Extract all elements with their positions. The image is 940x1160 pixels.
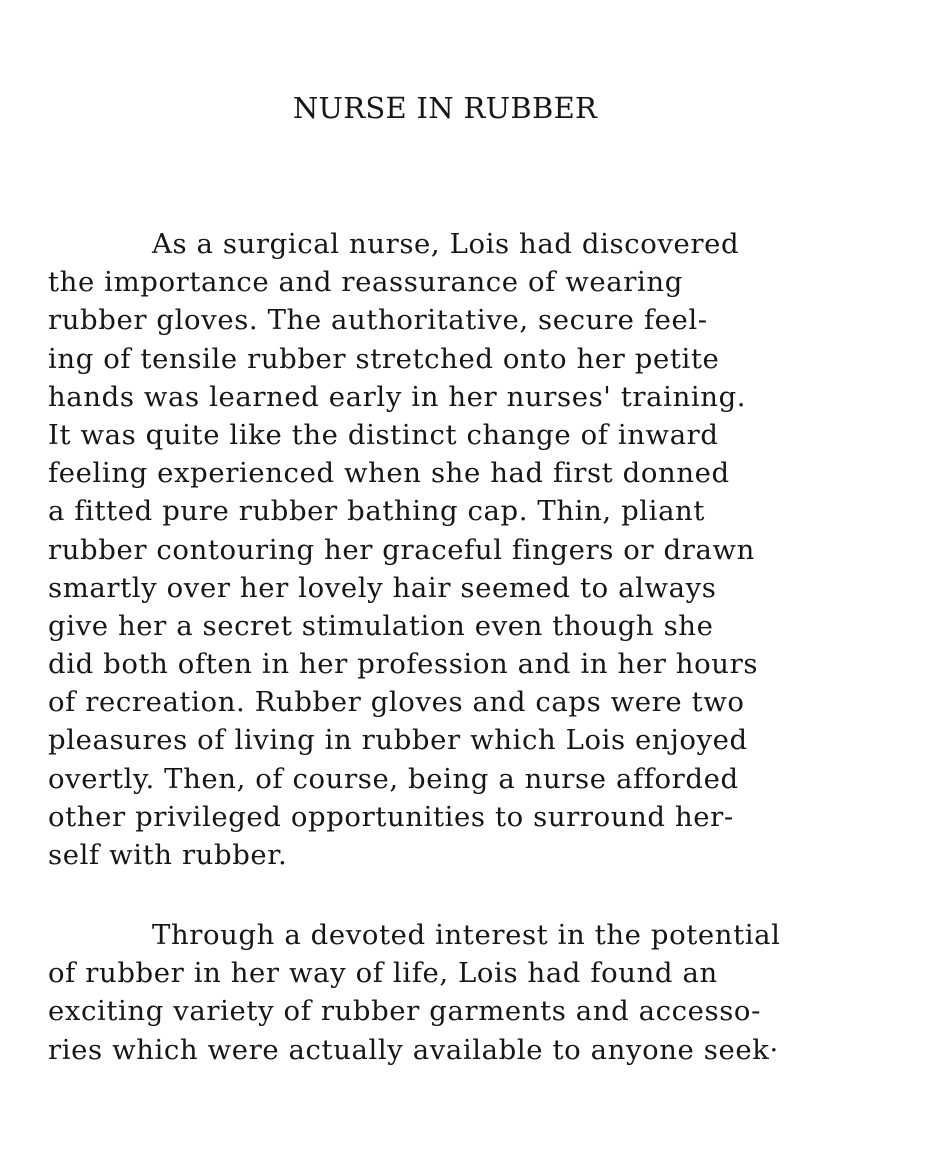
- text-line: rubber contouring her graceful fingers or drawn: [48, 533, 755, 566]
- text-line: overtly. Then, of course, being a nurse afforded: [48, 762, 739, 795]
- text-line: ries which were actually available to anyone seek·: [48, 1033, 779, 1066]
- text-line: As a surgical nurse, Lois had discovered: [152, 228, 740, 260]
- text-line: self with rubber.: [48, 839, 288, 871]
- text-line: feeling experienced when she had first donned: [48, 457, 730, 490]
- text-line: hands was learned early in her nurses' training.: [48, 380, 747, 413]
- text-line: pleasures of living in rubber which Lois enjoyed: [48, 724, 748, 757]
- text-line: rubber gloves. The authoritative, secure feel-: [48, 304, 708, 337]
- text-line: a fitted pure rubber bathing cap. Thin, pliant: [48, 495, 706, 528]
- text-line: ing of tensile rubber stretched onto her petite: [48, 342, 720, 375]
- text-line: It was quite like the distinct change of inward: [48, 418, 719, 451]
- text-line: the importance and reassurance of wearing: [48, 266, 683, 299]
- text-line: smartly over her lovely hair seemed to always: [48, 571, 717, 604]
- text-line: give her a secret stimulation even though she: [48, 609, 714, 642]
- paragraph-2: [48, 916, 908, 1069]
- text-line: other privileged opportunities to surround her-: [48, 800, 734, 833]
- text-line: Through a devoted interest in the potential: [152, 919, 781, 951]
- text-line: of rubber in her way of life, Lois had found an: [48, 957, 718, 990]
- text-line: of recreation. Rubber gloves and caps were two: [48, 686, 745, 719]
- text-line: did both often in her profession and in her hours: [48, 648, 759, 681]
- paragraph-1: [48, 225, 908, 874]
- page-title: NURSE IN RUBBER: [292, 91, 598, 125]
- text-line: exciting variety of rubber garments and accesso-: [48, 995, 761, 1028]
